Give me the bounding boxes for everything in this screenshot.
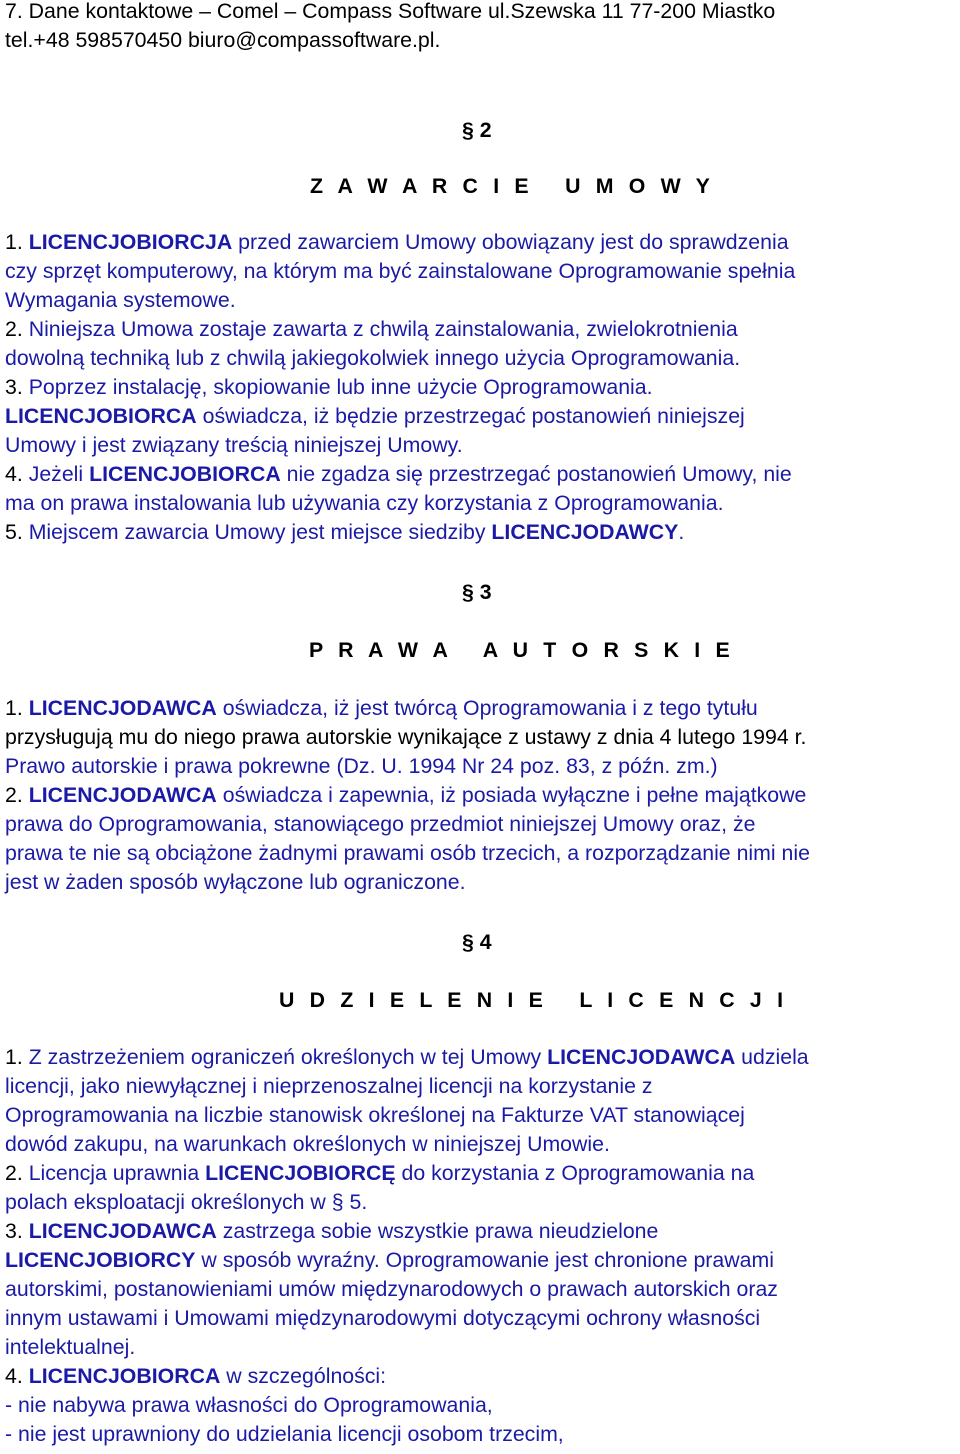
s4-p2-number: 2.	[5, 1161, 29, 1185]
s2-p4-line-2: ma on prawa instalowania lub używania czy korzystania z Oprogramowania.	[5, 491, 724, 515]
s4-p1-line-4: dowód zakupu, na warunkach określonych w niniejszej Umowie.	[5, 1132, 610, 1156]
s4-p3-party: LICENCJODAWCA	[28, 1219, 217, 1243]
s2-p5-number: 5.	[5, 520, 29, 544]
s2-p3-line-1	[5, 373, 653, 402]
contact-line-1	[5, 0, 775, 26]
s4-p2-text-a: Licencja uprawnia	[28, 1161, 206, 1185]
s3-p1-party: LICENCJODAWCA	[28, 696, 217, 720]
contact-text-2: tel.+48 598570450 biuro@compassoftware.pl.	[5, 28, 441, 52]
s4-p1-text-a: Z zastrzeżeniem ograniczeń określonych w tej Umowy	[28, 1045, 548, 1069]
s4-p3-line-3: autorskimi, postanowieniami umów międzynarodowych o prawach autorskich oraz	[5, 1277, 778, 1301]
s3-p1-line-3: Prawo autorskie i prawa pokrewne (Dz. U. 1994 Nr 24 poz. 83, z późn. zm.)	[5, 754, 718, 778]
s2-p2-line-2: dowolną techniką lub z chwilą jakiegokolwiek innego użycia Oprogramowania.	[5, 346, 741, 370]
s4-p1-text-b: udziela	[735, 1045, 809, 1069]
s4-p4-item-2: - nie jest uprawniony do udzielania licencji osobom trzecim,	[5, 1422, 564, 1446]
section-3-number: § 3	[462, 580, 492, 604]
s4-p4-line-1	[5, 1362, 386, 1391]
s2-p5-line-1	[5, 518, 684, 547]
section-2-number: § 2	[462, 118, 492, 142]
s2-p4-number: 4.	[5, 462, 29, 486]
s3-p2-line-3: prawa te nie są obciążone żadnymi prawami osób trzecich, a rozporządzanie nimi nie	[5, 841, 810, 865]
s4-p3-text-a: zastrzega sobie wszystkie prawa nieudzielone	[216, 1219, 659, 1243]
s2-p5-text-a: Miejscem zawarcia Umowy jest miejsce siedziby	[28, 520, 492, 544]
s3-p1-line-2: przysługują mu do niego prawa autorskie wynikające z ustawy z dnia 4 lutego 1994 r.	[5, 725, 807, 749]
s2-p2-number: 2.	[5, 317, 29, 341]
s4-p4-party: LICENCJOBIORCA	[28, 1364, 221, 1388]
s2-p3-line-3: Umowy i jest związany treścią niniejszej Umowy.	[5, 433, 463, 457]
s3-p2-number: 2.	[5, 783, 29, 807]
s4-p4-text-a: w szczególności:	[220, 1364, 387, 1388]
s2-p3-text-a: Poprzez instalację, skopiowanie lub inne użycie Oprogramowania.	[28, 375, 653, 399]
s4-p1-line-1	[5, 1043, 809, 1072]
s4-p1-number: 1.	[5, 1045, 29, 1069]
s4-p1-party: LICENCJODAWCA	[547, 1045, 736, 1069]
s2-p4-party: LICENCJOBIORCA	[89, 462, 281, 486]
s2-p5-party: LICENCJODAWCY	[491, 520, 679, 544]
s3-p2-party: LICENCJODAWCA	[28, 783, 217, 807]
s4-p1-line-2: licencji, jako niewyłącznej i nieprzenoszalnej licencji na korzystanie z	[5, 1074, 653, 1098]
s4-p4-number: 4.	[5, 1364, 29, 1388]
s2-p4-line-1	[5, 460, 792, 489]
s4-p2-party: LICENCJOBIORCĘ	[205, 1161, 396, 1185]
section-2-title: Z A W A R C I E U M O W Y	[310, 174, 715, 198]
s4-p3-line-5: intelektualnej.	[5, 1335, 136, 1359]
s2-p3-party: LICENCJOBIORCA	[5, 404, 197, 428]
section-4-number: § 4	[462, 930, 492, 954]
s3-p2-line-2: prawa do Oprogramowania, stanowiącego przedmiot niniejszej Umowy oraz, że	[5, 812, 756, 836]
section-4-title: U D Z I E L E N I E L I C E N C J I	[279, 988, 788, 1012]
section-3-title: P R A W A A U T O R S K I E	[309, 638, 735, 662]
s2-p4-prefix: Jeżeli	[28, 462, 90, 486]
s2-p1-text-a: przed zawarciem Umowy obowiązany jest do sprawdzenia	[232, 230, 789, 254]
s3-p2-text-a: oświadcza i zapewnia, iż posiada wyłączne i pełne majątkowe	[216, 783, 807, 807]
contact-text-1: 7. Dane kontaktowe – Comel – Compass Software ul.Szewska 11 77-200 Miastko	[5, 0, 776, 23]
s4-p3-line-4: innym ustawami i Umowami międzynarodowymi dotyczącymi ochrony własności	[5, 1306, 761, 1330]
s3-p2-line-1	[5, 781, 806, 810]
s4-p4-item-1: - nie nabywa prawa własności do Oprogramowania,	[5, 1393, 493, 1417]
s2-p1-number: 1.	[5, 230, 29, 254]
s2-p1-line-3: Wymagania systemowe.	[5, 288, 236, 312]
s2-p2-line-1	[5, 315, 738, 344]
s4-p3-line-1	[5, 1217, 658, 1246]
contact-line-2	[5, 26, 440, 55]
s4-p3-party-2: LICENCJOBIORCY	[5, 1248, 196, 1272]
s2-p2-text-a: Niniejsza Umowa zostaje zawarta z chwilą zainstalowania, zwielokrotnienia	[28, 317, 738, 341]
s4-p3-text-b: w sposób wyraźny. Oprogramowanie jest chronione prawami	[195, 1248, 774, 1272]
s3-p1-text-a: oświadcza, iż jest twórcą Oprogramowania i z tego tytułu	[216, 696, 758, 720]
s4-p2-text-b: do korzystania z Oprogramowania na	[395, 1161, 755, 1185]
s2-p1-line-2: czy sprzęt komputerowy, na którym ma być zainstalowane Oprogramowanie spełnia	[5, 259, 796, 283]
s2-p3-text-b: oświadcza, iż będzie przestrzegać postanowień niniejszej	[196, 404, 745, 428]
s3-p1-line-1	[5, 694, 758, 723]
s4-p1-line-3: Oprogramowania na liczbie stanowisk określonej na Fakturze VAT stanowiącej	[5, 1103, 745, 1127]
s2-p5-end: .	[678, 520, 685, 544]
s4-p3-number: 3.	[5, 1219, 29, 1243]
s3-p2-line-4: jest w żaden sposób wyłączone lub ograniczone.	[5, 870, 466, 894]
s2-p1-party: LICENCJOBIORCJA	[28, 230, 233, 254]
s4-p2-line-2: polach eksploatacji określonych w § 5.	[5, 1190, 368, 1214]
s2-p3-line-2	[5, 402, 745, 431]
s3-p1-number: 1.	[5, 696, 29, 720]
s2-p3-number: 3.	[5, 375, 29, 399]
s4-p2-line-1	[5, 1159, 754, 1188]
s2-p4-text-a: nie zgadza się przestrzegać postanowień Umowy, nie	[280, 462, 792, 486]
s4-p3-line-2	[5, 1246, 774, 1275]
s2-p1-line-1	[5, 228, 789, 257]
